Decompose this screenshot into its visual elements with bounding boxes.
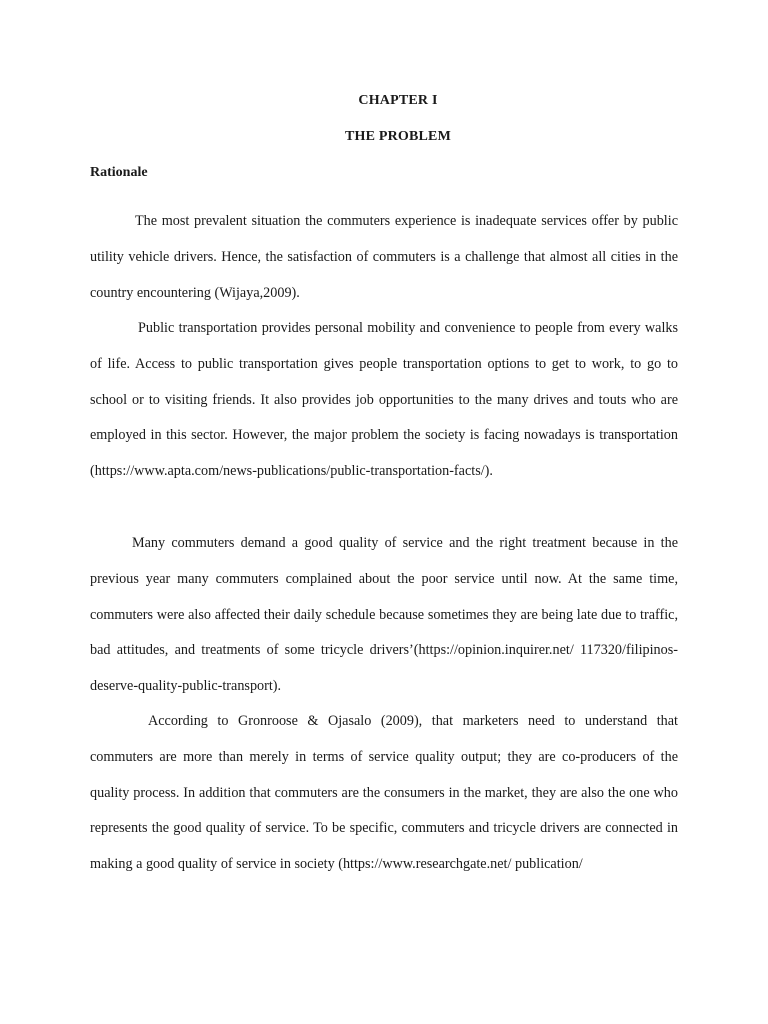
paragraph-1 (90, 204, 678, 311)
paragraph-4 (90, 704, 678, 883)
paragraph-text: Many commuters demand a good quality of service and the right treatment because in the previous year many commuters complained about the poor service until now. At the same time, commuters were also affected their daily schedule because sometimes they are being late due to traffic, bad attitudes, and treatments of some tricycle drivers’(https://opinion.inquirer.net/ 117320/filipinos-deserve-quality-public-transport). (90, 535, 678, 695)
chapter-heading: CHAPTER I (358, 93, 438, 108)
chapter-title: THE PROBLEM (344, 129, 452, 144)
paragraph-text: According to Gronroose & Ojasalo (2009), that marketers need to understand that commuters are more than merely in terms of service quality output; they are co-producers of the quality process. In addition that commuters are the consumers in the market, they are also the one who represents the good quality of service. To be specific, commuters and tricycle drivers are connected in making a good quality of service in society (https://www.researchgate.net/ publication/ (90, 713, 678, 873)
section-heading-rationale: Rationale (90, 165, 148, 180)
paragraph-2 (90, 311, 678, 490)
paragraph-3 (90, 526, 678, 705)
paragraph-text: The most prevalent situation the commuters experience is inadequate services offer by public utility vehicle drivers. Hence, the satisfaction of commuters is a challenge that almost all cities in the country encountering (Wijaya,2009). (90, 213, 678, 301)
paragraph-text: Public transportation provides personal mobility and convenience to people from every walks of life. Access to public transportation gives people transportation options to get to work, to go to school or to visiting friends. It also provides job opportunities to the many drives and touts who are employed in this sector. However, the major problem the society is facing nowadays is transportation (https://www.apta.com/news-publications/public-transportation-facts/). (90, 320, 678, 480)
